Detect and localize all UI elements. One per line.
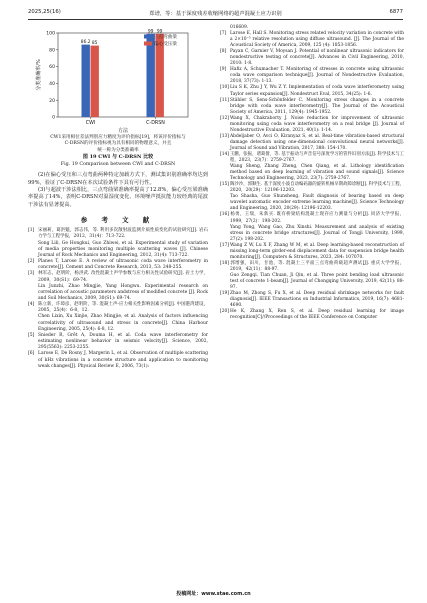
reference-text: 陈立新，许璋彦，赵明阶，等. 混凝土声-应力相关性影响因素分析[J]. 中国港湾建设，2005，25(4)：6-8，12. (38, 302, 208, 314)
reference-item (220, 152, 404, 164)
reference-number: [2] (28, 259, 35, 265)
reference-item (220, 309, 404, 321)
reference-number: [9] (220, 67, 227, 73)
legend-label: 偏心受压梁 (154, 42, 177, 47)
reference-text: 郭增强，田川，甘池，等. 混凝土三平面三点弯曲荷载超声测试[J]. 重庆大学学报，2019，42(11)：88-97. (230, 260, 404, 272)
reference-number: [1] (28, 228, 35, 234)
y-tick-label: 40 (49, 82, 55, 87)
reference-list-left (28, 228, 208, 370)
reference-item (220, 85, 404, 97)
reference-text: 016609. (230, 25, 249, 30)
reference-text: Larose E, Hall S. Monitoring stress related velocity variation in concrete with a 2×10⁻⁵ relative resolution using diffuse ultrasound. [J]. The Journal of the Acoustical Society of America, 2009, 125 (4): 1853-1856. (230, 31, 404, 49)
reference-item (28, 302, 208, 314)
y-tick-label: 20 (49, 98, 55, 104)
figure-title-en: Fig. 19 Comparison between CWI and C-DRSN (60, 162, 176, 168)
reference-text: Yang Yong, Wang Gao, Zhu Xinshi. Measurement and analysis of existing stress in concrete bridge structures[J]. Journal of Tongji University, 1999, 27(2): 198-202. (230, 224, 404, 242)
conclusion-paragraph-3: (3)与超波干涉法相比，三点弯曲梁准确率提高了12.8%，偏心受压梁准确率提高了14%，表明C-DRSN对温湿度变化、环境噪声抵抗能力较经典的尾波干涉法有显著提高。 (28, 187, 208, 208)
reference-item (220, 164, 404, 182)
reference-text: Liu S K, Zhu J Y, Wu Z Y. Implementation of coda wave interferometry using Taylor series expansion[J]. Nondestruct Eval, 2015, 34(25): 1-6. (230, 85, 404, 97)
legend-swatch (144, 42, 152, 46)
reference-text: Stähler S, Sens-Schönfelder C. Monitoring stress changes in a concrete bridge with coda wave interferometry[J]. The Journal of the Acoustical Society of America, 2011, 129(4): 1945-1952. (230, 97, 404, 115)
left-column (28, 25, 208, 370)
page-number: 6877 (389, 9, 403, 15)
reference-number: [18] (220, 260, 230, 266)
reference-item (28, 314, 208, 332)
reference-text: Song Lili, Ge Hongkui, Guo Zhiwei, et al. Experimental study of variation of media properties monitoring multiple scattering waves [J]. Chinese Journal of Rock Mechanics and Engineering, 2012, 31(4): 713-722. (38, 240, 208, 258)
chart-svg (28, 25, 208, 135)
reference-number: [7] (220, 31, 227, 37)
reference-item (28, 241, 208, 259)
reference-number: [3] (28, 271, 35, 277)
reference-text: 杨勇，王瑞，朱新买. 既有桥梁结构混凝土现存应力测量与分析[J]. 同济大学学报，1999，27(2)：198-202. (230, 212, 404, 224)
bar-value-label: 86.2 (80, 40, 91, 46)
reference-text: 陶沙沙，郭顺生. 基于深度小波自动编码器的旋转机械早期故障诊断[J]. 科学技术与工程，2020，20(29)：12196-12203. (230, 182, 404, 194)
y-tick-label: 100 (46, 31, 55, 37)
reference-text: Larose E, De Rosny J, Margerin L, et al. Observation of multiple scattering of kHz vibrations in a concrete structure and application to monitoring weak changes[J]. Physical Review E, 2006, 73(1): (38, 351, 208, 369)
bar (91, 46, 99, 117)
bar-value-label: 99 (156, 29, 163, 35)
reference-text: Abdeljaber O, Avci O, Kiranyaz S, et al. Real-time vibration-based structural damage detection using one-dimensional convolutional neural networks[J]. Journal of Sound and Vibration, 2017, 388: 154-170. (230, 133, 404, 151)
reference-text: 林军志，赵明阶，杨洪武. 改性混凝土声学参数与应力相关性试验研究[J]. 岩土力学，2009，30(S1)：69-74. (38, 271, 208, 283)
reference-text: Wang Z W, Lu X F, Zhang W M, et al. Deep learning-based reconstruction of missing long-term girder-end displacement data for suspension bridge health monitoring[J]. Computers & Structures, 2023, 284: 107070. (230, 242, 404, 260)
reference-number: [8] (220, 49, 227, 55)
conclusion-paragraph-2: (2)在偏心受压和三点弯曲两种特定加载方式下，测试集识别准确率均达到99%，验证了C-DRSN在本次试验条件下具有可行性。 (28, 172, 208, 186)
reference-text: Wang Sheng, Zhang Zheng, Chen Qiang, et al. Lithology identification method based on deep learning of vibration and sound signals[J]. Science Technology and Engineering, 2023, 23(7): 2759-2767. (230, 164, 404, 182)
reference-item (220, 67, 404, 85)
bar-value-label: 85 (91, 41, 98, 47)
reference-text: 宋丽莉，葛洪魁，郭志伟，等. 利用多次散射波监测介质性质变化的试验研究[J]. 岩石力学与工程学报，2012，31(4)：713-722. (38, 228, 208, 240)
reference-text: Guo Zengqi, Tian Chuan, Ji Qin, et al. Three point bending load ultrasonic test of concrete 1-beam[J]. Journal of Chongqing University, 2019, 42(11): 88-97. (230, 272, 404, 291)
x-tick-label: C-DRSN (146, 121, 165, 126)
reference-item (220, 134, 404, 152)
reference-item (220, 116, 404, 134)
reference-item (220, 49, 404, 67)
reference-number: [14] (220, 151, 230, 157)
reference-item (220, 212, 404, 224)
journal-issue: 2025,25(16) (28, 9, 61, 15)
reference-number: [4] (28, 302, 35, 308)
figure-title-cn: 图 19 CWI 与 C-DRSN 比较 (82, 154, 154, 161)
reference-text: Zhao M, Zhong S, Fu X, et al. Deep residual shrinkage networks for fault diagnosis[J]. IEEE Transactions on Industrial Informatics, 2019, 16(7): 4681-4690. (230, 291, 404, 309)
reference-number: [10] (220, 85, 230, 91)
reference-item (220, 98, 404, 116)
y-tick-label: 60 (49, 65, 55, 71)
reference-text: 王鹏，张振，诸葛倩，等. 基于振动与声音信号深度学习的管件识别方法[J]. 科学技术与工程，2023，23(7)：2759-2767. (230, 151, 404, 164)
x-axis-label: 方法 (117, 128, 129, 134)
reference-item (28, 333, 208, 351)
reference-number: [20] (220, 309, 230, 315)
reference-item (220, 243, 404, 261)
reference-item (220, 225, 404, 243)
reference-item (220, 291, 404, 309)
reference-number: [17] (220, 242, 230, 248)
reference-item (28, 259, 208, 271)
y-tick-label: 0 (52, 115, 55, 121)
reference-number: [16] (220, 212, 230, 218)
legend-swatch (144, 35, 152, 39)
figure-note-3: 统一称为分类准确率 (97, 147, 139, 153)
reference-text: Snieder R, Grêt A, Douma H, et al. Coda wave interferometry for estimating nonlinear behavior in seismic velocity[J]. Science, 2002, 295(5563): 2253-2255. (38, 332, 208, 351)
reference-number: [13] (220, 133, 230, 139)
legend-label: 三点弯曲梁 (154, 35, 177, 40)
bar (82, 45, 90, 117)
reference-text: Planes T, Larose E. A review of ultrasonic coda wave interferometry in concrete[J]. Cement and Concrete Research, 2013, 53: 248-255. (38, 259, 208, 271)
reference-item (28, 351, 208, 369)
reference-item (28, 271, 208, 283)
reference-text: Hafiz A, Schumacher T. Monitoring of stresses in concrete using ultrasonic coda wave comparison technique[J]. Journal of Nondestructive Evaluation, 2018, 37(73): 1-13. (230, 67, 404, 85)
reference-item (28, 284, 208, 302)
reference-number: [15] (220, 182, 230, 188)
reference-number: [6] (28, 351, 35, 357)
y-axis-label: 分类准确率/% (36, 59, 42, 91)
y-tick-label: 80 (49, 48, 55, 54)
reference-text: Tao Shasha, Guo Shunsheng. Fault diagnosis of bearing based on deep wavelet automatic encoder extreme learning machine[J]. Science Technology and Engineering, 2020, 20(29): 12196-12203. (230, 194, 404, 212)
reference-number: [5] (28, 332, 35, 338)
reference-text: Wang X, Chakraborty J. Noise reduction for improvement of ultrasonic monitoring using coda wave interferometry on a real bridge [J]. Journal of Nondestructive Evaluation, 2021, 40(1): 1-14. (230, 115, 404, 133)
running-title: 郑谱，等：基于深度残差收缩网络的超声混凝土应力识别 (149, 11, 282, 17)
reference-item (220, 182, 404, 194)
figure-note-1: CW1采用相位差法判别应力精度为评价指标[19]，将该评价指标与 (50, 135, 186, 140)
reference-item (220, 273, 404, 291)
x-tick-label: CWI (85, 121, 96, 126)
reference-text: He K, Zhang X, Ren S, et al. Deep residual learning for image recognition[C]//Proceedings of the IEEE Conference on Computer (230, 309, 404, 321)
reference-text: Payan C, Garnier V, Moysan J. Potential of nonlinear ultrasonic indicators for nondestructive testing of concrete[J]. Advances in Civil Engineering, 2010, 2010: 1-8. (230, 49, 404, 67)
references-heading: 参 考 文 献 (80, 216, 156, 225)
header-rule (28, 19, 403, 20)
bar-value-label: 99 (147, 29, 154, 35)
figure-note-2: C-DRSN的评价指标视为具有相同的物理意义，并且 (64, 141, 172, 147)
reference-item (220, 194, 404, 212)
reference-item (28, 228, 208, 240)
reference-text: Lin Junzhi, Zhao Mingjie, Yang Hongwu. Experimental research on correlation of acoustic parameters andstress of modified concrete [J]. Rock and Soil Mechanics, 2009, 30(S1): 69-74. (38, 283, 208, 301)
reference-number: [11] (220, 97, 230, 103)
reference-item (220, 31, 404, 49)
reference-number: [12] (220, 115, 230, 121)
reference-number: [19] (220, 291, 230, 297)
right-column (220, 25, 404, 321)
reference-text: Chen Lixin, Xu Xinjie, Zhao Mingjie, et al. Analysis of factors influencing correlativity of ultrasound and stress in concrete[J]. China Harbour Engineering, 2005, 25(4): 6-8, 12. (38, 314, 208, 332)
bar-chart (28, 25, 208, 135)
page-footer: 投稿网址：www.stae.com.cn (176, 591, 251, 597)
reference-item (220, 261, 404, 273)
reference-list-right (220, 25, 404, 321)
